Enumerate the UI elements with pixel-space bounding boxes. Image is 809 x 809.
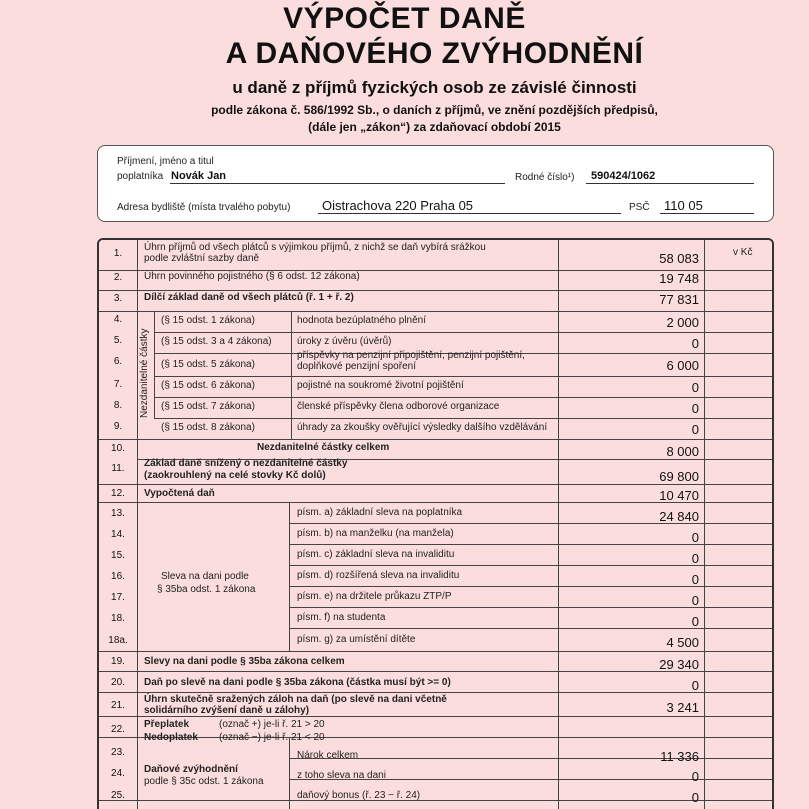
row-number: 3. [113,293,123,304]
row7-paragraph: (§ 15 odst. 6 zákona) [161,380,255,391]
row-number: 6. [113,356,123,367]
row-border [99,651,774,652]
row21-text: Úhrn skutečně sražených záloh na daň (po slevě na dani včetně [144,694,447,705]
identity-box [97,145,774,222]
row18a-text: písm. g) za umístění dítěte [297,634,416,645]
col-divider-value [558,240,559,809]
row3-text: Dílčí základ daně od všech plátců (ř. 1 + ř. 2) [144,292,354,303]
row-border [154,397,774,398]
row-number: 18. [111,613,125,624]
row-number: 21. [111,700,125,711]
row16-value[interactable]: 0 [691,572,699,587]
row-border [99,692,774,693]
row-border [99,737,774,738]
row-number: 22. [111,724,125,735]
row14-text: písm. b) na manželku (na manžela) [297,528,454,539]
row-number: 16. [111,571,125,582]
col-divider-number [137,240,138,809]
row-number: 12. [111,488,125,499]
row-number: 18a. [108,635,128,646]
name-value[interactable]: Novák Jan [171,170,227,182]
birth-number-value[interactable]: 590424/1062 [591,170,656,182]
row13-text: písm. a) základní sleva na poplatníka [297,507,463,518]
form-subtitle: u daně z příjmů fyzických osob ze závislé činnosti [232,78,637,97]
birth-underline [586,183,754,184]
row-border [99,290,774,291]
row5-paragraph: (§ 15 odst. 3 a 4 zákona) [161,336,272,347]
row14-value[interactable]: 0 [691,530,699,545]
row-number: 4. [113,314,123,325]
row20-value[interactable]: 0 [691,678,699,693]
row15-text: písm. c) základní sleva na invaliditu [297,549,455,560]
row-border [289,544,774,545]
row18-text: písm. f) na studenta [297,612,386,623]
row-number: 14. [111,529,125,540]
currency-label: v Kč [733,247,753,258]
row-border [99,439,774,440]
row22-nedoplatek-cond: (označ −) je-li ř. 21 < 20 [219,732,325,743]
row3-value[interactable]: 77 831 [659,292,699,307]
name-underline [170,183,505,184]
row4-text: hodnota bezúplatného plnění [297,315,427,326]
row11-text2: (zaokrouhlený na celé stovky Kč dolů) [144,470,326,481]
row25-text: daňový bonus (ř. 23 − ř. 24) [297,790,421,801]
row-border [289,523,774,524]
row22-preplatek-cond: (označ +) je-li ř. 21 > 20 [219,719,325,730]
row-border [289,607,774,608]
row-border [289,586,774,587]
row19-value[interactable]: 29 340 [659,657,699,672]
law-reference-line2: (dále jen „zákon“) za zdaňovací období 2015 [308,120,561,134]
row17-text: písm. e) na držitele průkazu ZTP/P [297,591,452,602]
row-border [154,376,774,377]
col-divider-right [704,240,705,809]
row-border [154,418,774,419]
row-border [289,628,774,629]
row-number: 7. [113,379,123,390]
row8-value[interactable]: 0 [691,401,699,416]
row12-text: Vypočtená daň [144,488,215,499]
row24-value[interactable]: 0 [691,769,699,784]
zvyh-label-2: podle § 35c odst. 1 zákona [144,776,264,787]
birth-number-label: Rodné číslo¹) [515,172,575,183]
tax-table [97,238,774,809]
row13-value[interactable]: 24 840 [659,509,699,524]
col-divider-sleva [289,502,290,652]
psc-value[interactable]: 110 05 [664,198,703,213]
row18a-value[interactable]: 4 500 [666,635,699,650]
row9-text: úhrady za zkoušky ověřující výsledky dalšího vzdělávání [297,422,548,433]
row21-text2: solidárního zvýšení daně u zálohy) [144,705,310,716]
row5-text: úroky z úvěru (úvěrů) [297,336,392,347]
row-number: 11. [111,463,125,474]
row-border [289,758,774,759]
row7-value[interactable]: 0 [691,380,699,395]
row9-value[interactable]: 0 [691,422,699,437]
row-border [99,484,774,485]
name-label: Příjmení, jméno a titul [117,156,214,167]
row16-text: písm. d) rozšířená sleva na invaliditu [297,570,460,581]
row21-value[interactable]: 3 241 [666,700,699,715]
row11-text: Základ daně snížený o nezdanitelné částky [144,458,348,469]
row1-value[interactable]: 58 083 [659,251,699,266]
row-border [289,565,774,566]
sleva-label-1: Sleva na dani podle [161,571,249,582]
row9-paragraph: (§ 15 odst. 8 zákona) [161,422,255,433]
row-border [99,716,774,717]
form-title-line1: VÝPOČET DANĚ [283,2,526,35]
row6-text: příspěvky na penzijní připojištění, penzijní pojištění, [297,350,525,361]
row2-text: Úhrn povinného pojistného (§ 6 odst. 12 zákona) [144,271,360,282]
address-value[interactable]: Oistrachova 220 Praha 05 [322,198,474,213]
row-number: 5. [113,335,123,346]
row-number: 23. [111,747,125,758]
row-border [99,311,774,312]
row8-text: členské příspěvky člena odborové organizace [297,401,500,412]
row12-value[interactable]: 10 470 [659,488,699,503]
row-number: 17. [111,592,125,603]
row10-value[interactable]: 8 000 [666,444,699,459]
psc-label: PSČ [629,202,650,213]
row-number: 9. [113,421,123,432]
row23-value[interactable]: 11 336 [660,749,699,764]
form-title-line2: A DAŇOVÉHO ZVÝHODNĚNÍ [225,37,644,70]
row2-value[interactable]: 19 748 [659,271,699,286]
row-number: 20. [111,677,125,688]
row20-text: Daň po slevě na dani podle § 35ba zákona (částka musí být >= 0) [144,677,451,688]
row24-text: z toho sleva na dani [297,770,386,781]
zvyh-label-1: Daňové zvýhodnění [144,764,238,775]
row5-value[interactable]: 0 [691,336,699,351]
row25-value[interactable]: 0 [691,790,699,805]
row11-value[interactable]: 69 800 [659,469,699,484]
law-reference-line1: podle zákona č. 586/1992 Sb., o daních z příjmů, ve znění pozdějších předpisů, [211,103,658,117]
row22-nedoplatek: Nedoplatek [144,732,198,743]
address-underline [318,213,621,214]
row-number: 2. [113,272,123,283]
row1-text: Úhrn příjmů od všech plátců s výjimkou příjmů, z nichž se daň vybírá srážkou [144,242,486,253]
row-border [154,332,774,333]
row-border [99,800,774,801]
address-label: Adresa bydliště (místa trvalého pobytu) [117,202,291,213]
row-number: 8. [113,400,123,411]
row-number: 1. [113,248,123,259]
row19-text: Slevy na dani podle § 35ba zákona celkem [144,656,345,667]
row4-value[interactable]: 2 000 [666,315,699,330]
row17-value[interactable]: 0 [691,593,699,608]
row7-text: pojistné na soukromé životní pojištění [297,380,464,391]
row1-text2: podle zvláštní sazby daně [144,253,260,264]
name-label-2: poplatníka [117,171,164,182]
row23-text: Nárok celkem [297,750,359,761]
row15-value[interactable]: 0 [691,551,699,566]
row-number: 13. [111,508,125,519]
row22-preplatek: Přeplatek [144,719,190,730]
row6-text2: doplňkové penzijní spoření [297,361,416,372]
row4-paragraph: (§ 15 odst. 1 zákona) [161,315,255,326]
row-number: 15. [111,550,125,561]
row10-text: Nezdanitelné částky celkem [257,442,390,453]
row18-value[interactable]: 0 [691,614,699,629]
row-number: 24. [111,768,125,779]
col-divider-zvyh [289,737,290,809]
sleva-label-2: § 35ba odst. 1 zákona [157,584,256,595]
row6-value[interactable]: 6 000 [666,358,699,373]
vertical-label-nezdanitelne: Nezdanitelné částky [139,328,150,418]
row8-paragraph: (§ 15 odst. 7 zákona) [161,401,255,412]
psc-underline [660,213,754,214]
row-number: 19. [111,656,125,667]
row-number: 25. [111,790,125,801]
row-number: 10. [111,443,125,454]
row6-paragraph: (§ 15 odst. 5 zákona) [161,359,255,370]
col-divider-vertical-label [154,311,155,419]
